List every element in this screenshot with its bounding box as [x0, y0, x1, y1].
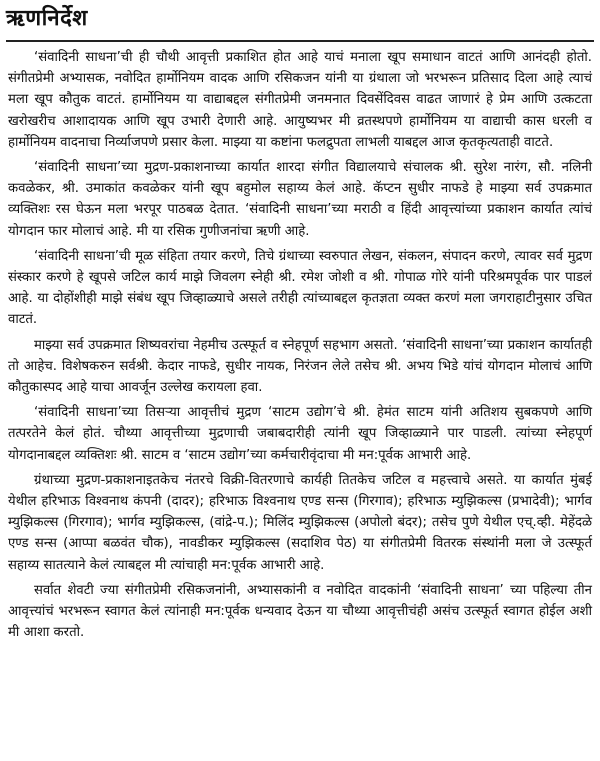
document-body — [8, 47, 592, 647]
paragraph-4: माझ्या सर्व उपक्रमात शिष्यवरांचा नेहमीच उत्स्फूर्त व स्नेहपूर्ण सहभाग असतो. ‘संवादिनी साधना’च्या प्रकाशन कार्यातही तो आहेच. विशेषकरुन सर्वश्री. केदार नाफडे, सुधीर नायक, निरंजन लेले तसेच श्री. अभय भिडे यांचं योगदान मोलाचं आणि कौतुकास्पद आहे याचा आवर्जून उल्लेख करायला हवा. — [8, 337, 592, 396]
paragraph-1: ‘संवादिनी साधना’ची ही चौथी आवृत्ती प्रकाशित होत आहे याचं मनाला खूप समाधान वाटतं आणि आनंदही होतो. संगीतप्रेमी अभ्यासक, नवोदित हार्मोनियम वादक आणि रसिकजन यांनी या ग्रंथाला जो भरभरून प्रतिसाद दिला आहे त्याचं मला खूप कौतुक वाटतं. हार्मोनियम या वाद्याबद्दल संगीतप्रेमी जनमनात दिवसेंदिवस वाढत जाणारं हे प्रेम आणि उत्कटता खरोखरीच आशादायक आणि खूप उभारी देणारी आहे. आयुष्यभर मी व्रतस्थपणे हार्मोनियम या वाद्याची कास धरली व हार्मोनियम वादनाचा निर्व्याजपणे प्रसार केला. माझ्या या कष्टांना फलद्रुपता लाभली याबद्दल आज कृतकृत्यताही वाटते. — [8, 50, 592, 150]
paragraph-2: ‘संवादिनी साधना’च्या मुद्रण-प्रकाशनाच्या कार्यात शारदा संगीत विद्यालयाचे संचालक श्री. सुरेश नारंग, सौ. नलिनी कवळेकर, श्री. उमाकांत कवळेकर यांनी खूप बहुमोल सहाय्य केलं आहे. कॅप्टन सुधीर नाफडे हे माझ्या सर्व उपक्रमात व्यक्तिशः रस घेऊन मला भरपूर पाठबळ देतात. ‘संवादिनी साधना’च्या मराठी व हिंदी आवृत्त्यांच्या प्रकाशन कार्यात त्यांचं योगदान फार मोलाचं आहे. मी या रसिक गुणीजनांचा ऋणी आहे. — [8, 160, 592, 239]
title-divider — [6, 40, 594, 42]
paragraph-3: ‘संवादिनी साधना’ची मूळ संहिता तयार करणे, तिचे ग्रंथाच्या स्वरुपात लेखन, संकलन, संपादन करणे, त्यावर सर्व मुद्रण संस्कार करणे हे खूपसे जटिल कार्य माझे जिवलग स्नेही श्री. रमेश जोशी व श्री. गोपाळ गोरे यांनी परिश्रमपूर्वक पार पाडलं आहे. या दोहोंशीही माझे संबंध खूप जिव्हाळ्याचे असले तरीही त्यांच्याबद्दल कृतज्ञता व्यक्त करणं मला जगराहाटीनुसार उचित वाटतं. — [8, 248, 592, 328]
paragraph-7: सर्वात शेवटी ज्या संगीतप्रेमी रसिकजनांनी, अभ्यासकांनी व नवोदित वादकांनी ‘संवादिनी साधना’ च्या पहिल्या तीन आवृत्त्यांचं भरभरून स्वागत केलं त्यांनाही मन:पूर्वक धन्यवाद देऊन या चौथ्या आवृत्तीचंही असंच उत्स्फूर्त स्वागत होईल अशी मी आशा करतो. — [8, 582, 592, 641]
page-title: ऋणनिर्देश — [6, 6, 88, 31]
paragraph-5: ‘संवादिनी साधना’च्या तिसऱ्या आवृत्तीचं मुद्रण ‘साटम उद्योग’चे श्री. हेमंत साटम यांनी अतिशय सुबकपणे आणि तत्परतेने केलं होतं. चौथ्या आवृत्तीच्या मुद्रणाची जबाबदारीही त्यांनी खूप जिव्हाळ्याने पार पाडली. त्यांच्या स्नेहपूर्ण योगदानाबद्दल व्यक्तिशः श्री. साटम व ‘साटम उद्योग’च्या कर्मचारीवृंदाचा मी मन:पूर्वक आभारी आहे. — [8, 405, 592, 463]
paragraph-6: ग्रंथाच्या मुद्रण-प्रकाशनाइतकेच नंतरचे विक्री-वितरणाचे कार्यही तितकेच जटिल व महत्त्वाचे असते. या कार्यात मुंबई येथील हरिभाऊ विश्वनाथ कंपनी (दादर); हरिभाऊ विश्वनाथ एण्ड सन्स (गिरगाव); हरिभाऊ म्युझिकल्स (प्रभादेवी); भार्गव म्युझिकल्स (गिरगाव); भार्गव म्युझिकल्स, (वांद्रे-प.); मिलिंद म्युझिकल्स (अपोलो बंदर); तसेच पुणे येथील एच्.व्ही. मेहेंदळे एण्ड सन्स (आप्पा बळवंत चौक), नावडीकर म्युझिकल्स (सदाशिव पेठ) या संगीतप्रेमी वितरक संस्थांनी मला जे उत्स्फूर्त सहाय्य सातत्याने केलं त्याबद्दल मी त्यांचाही मन:पूर्वक आभारी आहे. — [8, 472, 592, 573]
